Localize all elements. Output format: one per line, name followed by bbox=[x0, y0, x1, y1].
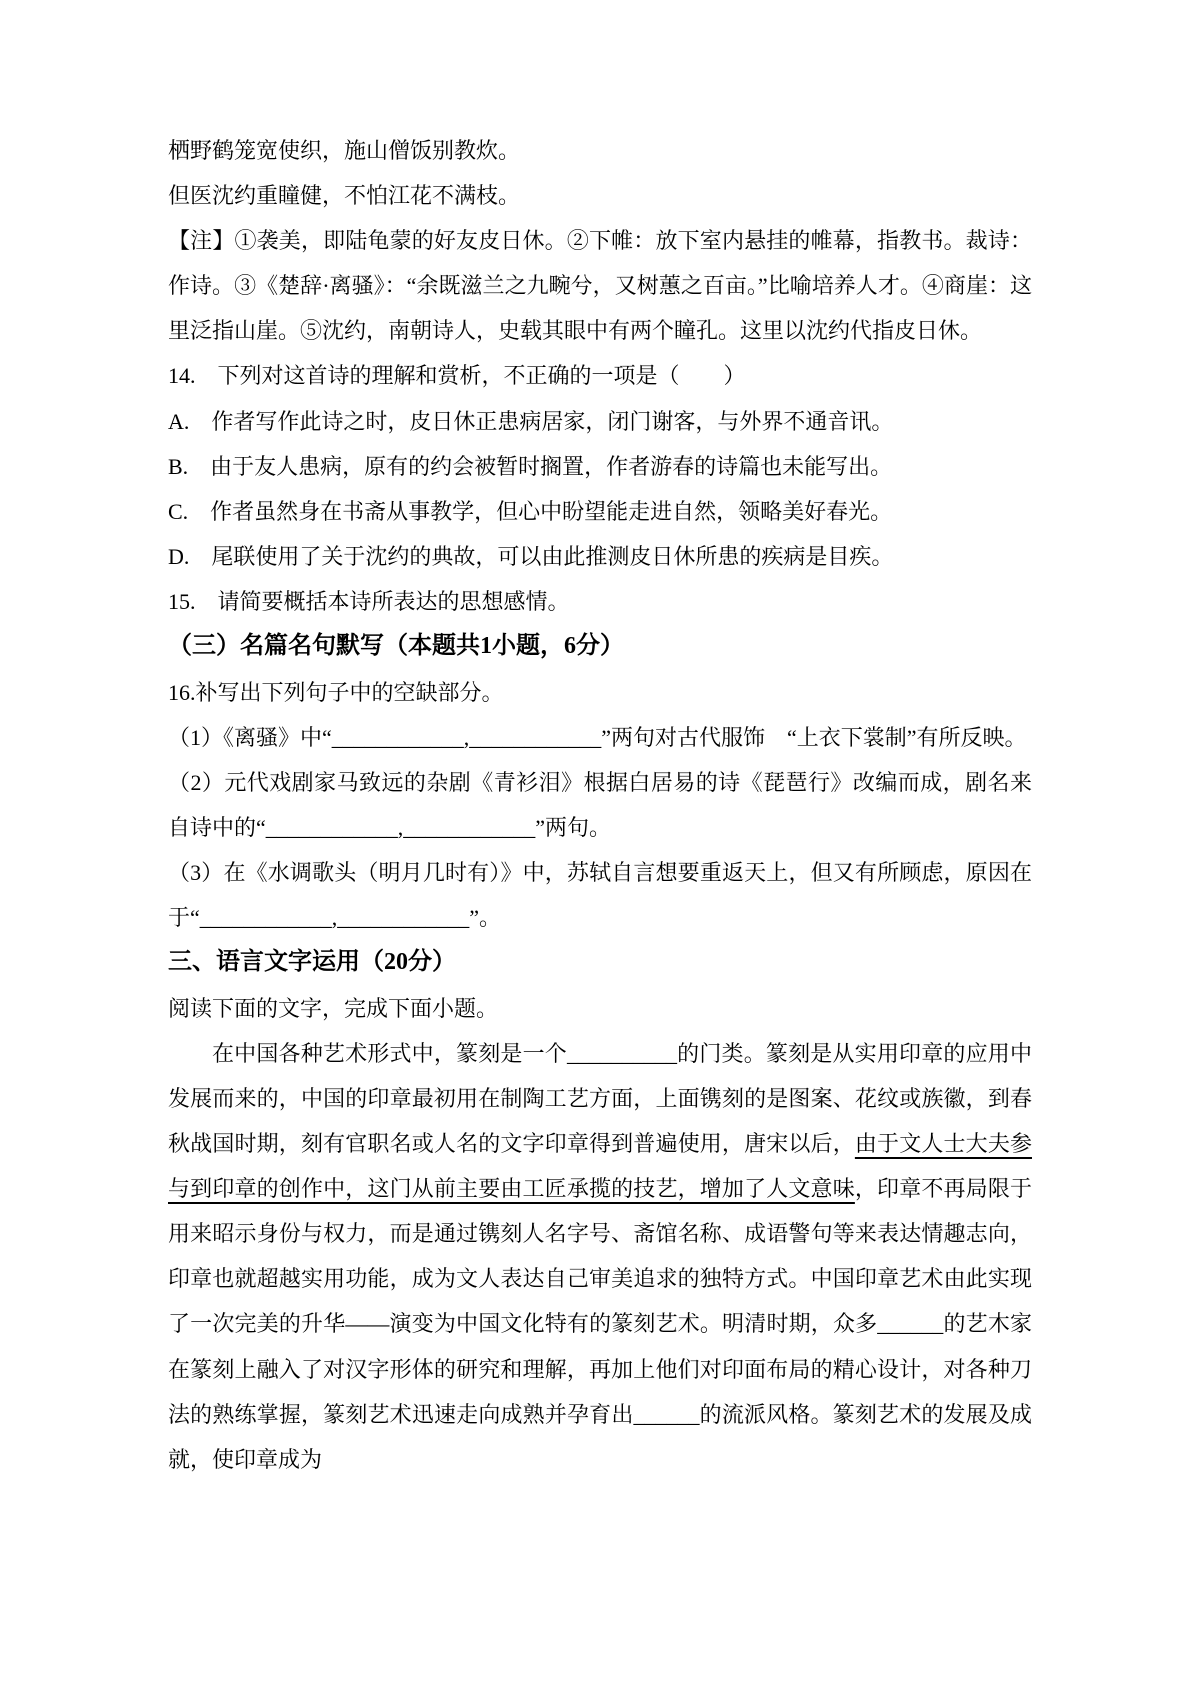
question-16-item-2: （2）元代戏剧家马致远的杂剧《青衫泪》根据白居易的诗《琵琶行》改编而成，剧名来自诗中的“____________,____________”两句。 bbox=[168, 769, 1032, 840]
usage-underlined-segment: 由于文人士大夫参与到印章的创作中，这门从前主要由工匠承揽的技艺，增加了人文意味 bbox=[168, 1131, 1032, 1202]
question-14-option-b: B. 由于友人患病，原有的约会被暂时搁置，作者游春的诗篇也未能写出。 bbox=[168, 453, 893, 479]
question-14-option-d: D. 尾联使用了关于沈约的典故，可以由此推测皮日休所患的疾病是目疾。 bbox=[168, 543, 894, 569]
question-16-item-1: （1）《离骚》中“____________,____________”两句对古代服饰 “上衣下裳制”有所反映。 bbox=[168, 724, 1027, 750]
question-16-stem: 16.补写出下列句子中的空缺部分。 bbox=[168, 679, 504, 705]
section-heading-mingpian-moxie: （三）名篇名句默写（本题共1小题，6分） bbox=[168, 633, 624, 660]
poem bbox=[168, 128, 1032, 218]
section-heading-yuyan-yunyong: 三、语言文字运用（20分） bbox=[168, 949, 456, 976]
note-paragraph: 【注】①袭美，即陆龟蒙的好友皮日休。②下帷：放下室内悬挂的帷幕，指教书。裁诗：作诗。③《楚辞·离骚》：“余既滋兰之九畹兮，又树蕙之百亩。”比喻培养人才。④商崖：这里泛指山崖。⑤沈约，南朝诗人，史载其眼中有两个瞳孔。这里以沈约代指皮日休。 bbox=[168, 228, 1032, 344]
question-14-option-c: C. 作者虽然身在书斋从事教学，但心中盼望能走进自然，领略美好春光。 bbox=[168, 498, 893, 524]
usage-text-segment-1: 在中国各种艺术形式中，篆刻是一个__________的门类。篆刻是从实用印章的应用中发展而来的，中国的印章最初用在制陶工艺方面，上面镌刻的是图案、花纹或族徽，到春秋战国时期，刻有官职名或人名的文字印章得到普遍使用，唐宋以后， bbox=[168, 1040, 1032, 1157]
poem-line-1: 栖野鹤笼宽使织，施山僧饭别教炊。 bbox=[168, 138, 521, 163]
usage-paragraph bbox=[168, 1031, 1032, 1482]
question-16-item-3: （3）在《水调歌头（明月几时有）》中，苏轼自言想要重返天上，但又有所顾虑，原因在于“____________,____________”。 bbox=[168, 860, 1032, 931]
poem-line-2: 但医沈约重瞳健，不怕江花不满枝。 bbox=[168, 183, 521, 209]
question-14-option-a: A. 作者写作此诗之时，皮日休正患病居家，闭门谢客，与外界不通音讯。 bbox=[168, 408, 894, 434]
usage-intro: 阅读下面的文字，完成下面小题。 bbox=[168, 995, 499, 1021]
question-14-stem: 14. 下列对这首诗的理解和赏析，不正确的一项是（ ） bbox=[168, 363, 746, 389]
usage-text-segment-2: ，印章不再局限于用来昭示身份与权力，而是通过镌刻人名字号、斋馆名称、成语警句等来表达情趣志向，印章也就超越实用功能，成为文人表达自己审美追求的独特方式。中国印章艺术由此实现了一次完美的升华——演变为中国文化特有的篆刻艺术。明清时期，众多______的艺木家在篆刻上融入了对汉字形体的研究和理解，再加上他们对印面布局的精心设计，对各种刀法的熟练掌握，篆刻艺术迅速走向成熟并孕育出______的流派风格。篆刻艺术的发展及成就，使印章成为 bbox=[168, 1176, 1032, 1472]
question-15-stem: 15. 请简要概括本诗所表达的思想感情。 bbox=[168, 588, 570, 614]
